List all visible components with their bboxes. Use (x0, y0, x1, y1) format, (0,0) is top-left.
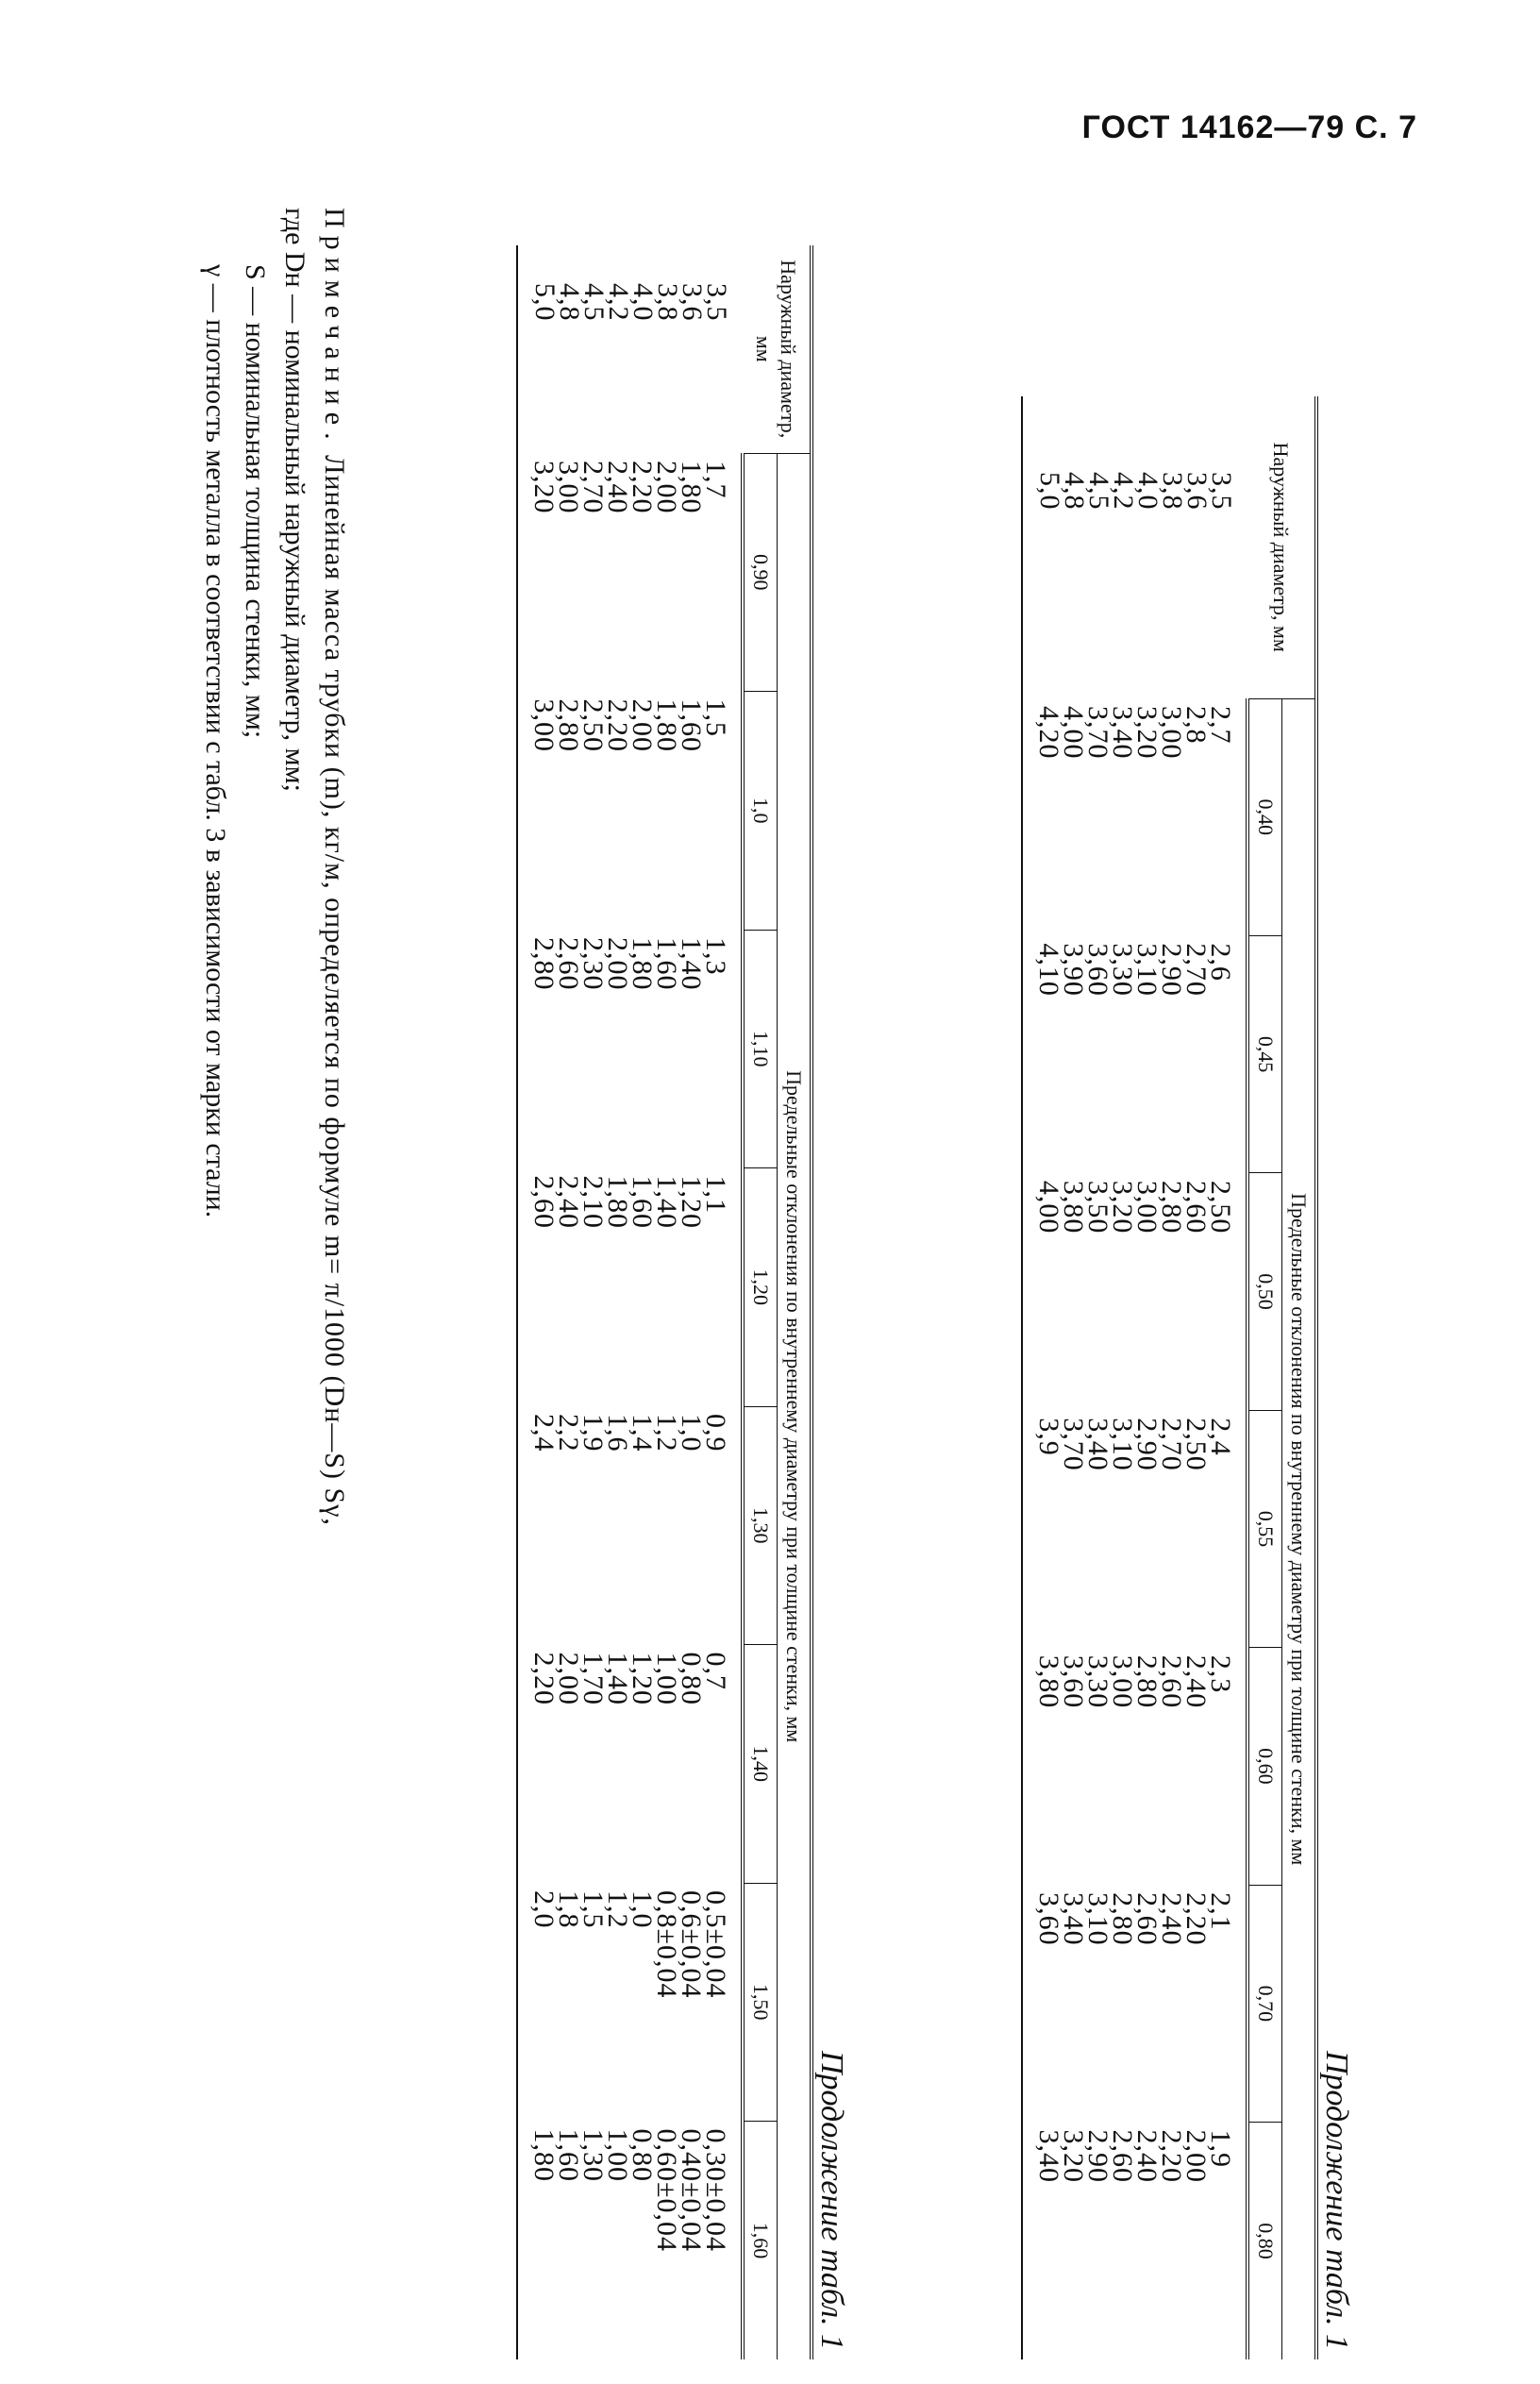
value-cell: 2,4 2,50 2,70 2,90 3,10 3,40 3,70 3,9 (1022, 1410, 1247, 1647)
table-1-continuation: Продолжение табл. 1 (1319, 2050, 1354, 2350)
group-header: Предельные отклонения по внутреннему диаметру при толщине стенки, мм (778, 453, 812, 2359)
note-block (195, 208, 354, 2359)
group-header: Предельные отклонения по внутреннему диаметру при толщине стенки, мм (1282, 698, 1317, 2359)
column-header: 0,40 (1247, 698, 1282, 935)
column-header: 1,0 (743, 692, 778, 931)
value-cell: 0,5±0,04 0,6±0,04 0,8±0,04 1,0 1,2 1,5 1,8 2,0 (517, 1883, 743, 2122)
table-2-block (516, 208, 849, 2359)
column-header: 0,55 (1247, 1410, 1282, 1647)
column-header: 0,80 (1247, 2123, 1282, 2359)
value-cell: 0,30±0,04 0,40±0,04 0,60±0,04 0,80 1,00 1,30 1,60 1,80 (517, 2122, 743, 2360)
column-header: 1,60 (743, 2122, 778, 2360)
rotated-content (127, 208, 1354, 2359)
value-cell: 0,9 1,0 1,2 1,4 1,6 1,9 2,2 2,4 (517, 1406, 743, 1645)
table-2 (516, 245, 813, 2359)
column-header: 0,60 (1247, 1648, 1282, 1885)
column-header: 0,45 (1247, 935, 1282, 1172)
note-line-2: S — номинальная толщина стенки, мм; (240, 264, 271, 739)
value-cell: 1,5 1,60 1,80 2,00 2,20 2,50 2,80 3,00 (517, 692, 743, 931)
note-text: Линейная масса трубки (m), кг/м, определяется по формуле m= π/1000 (Dн—S) Sγ, (319, 455, 350, 1526)
column-header: 1,20 (743, 1168, 778, 1407)
column-header: 0,90 (743, 453, 778, 692)
value-cell: 1,1 1,20 1,40 1,60 1,80 2,10 2,40 2,60 (517, 1168, 743, 1407)
note-line-1: где Dн — номинальный наружный диаметр, мм; (279, 208, 310, 792)
table-row (517, 245, 743, 2359)
table-1-block (1021, 208, 1354, 2359)
column-header: 1,10 (743, 930, 778, 1168)
value-cell: 1,7 1,80 2,00 2,20 2,40 2,70 3,00 3,20 (517, 453, 743, 692)
note-label: Примечание. (319, 208, 350, 447)
note-main (314, 208, 354, 2359)
value-cell: 2,7 2,8 3,00 3,20 3,40 3,70 4,00 4,20 (1022, 698, 1247, 935)
value-cell: 2,3 2,40 2,60 2,80 3,00 3,30 3,60 3,80 (1022, 1648, 1247, 1885)
page-header: ГОСТ 14162—79 С. 7 (1081, 109, 1417, 145)
table-2-continuation: Продолжение табл. 1 (814, 2050, 849, 2350)
value-cell: 1,3 1,40 1,60 1,80 2,00 2,30 2,60 2,80 (517, 930, 743, 1168)
column-header: 1,40 (743, 1645, 778, 1884)
note-line-3: γ — плотность металла в соответствии с табл. 3 в зависимости от марки стали. (200, 264, 231, 1218)
table-row (1022, 396, 1247, 2359)
diameter-cell: 3,5 3,6 3,8 4,0 4,2 4,5 4,8 5,0 (1022, 396, 1247, 698)
diameter-header: Наружный диаметр, мм (743, 245, 812, 453)
value-cell: 2,6 2,70 2,90 3,10 3,30 3,60 3,90 4,10 (1022, 935, 1247, 1172)
column-header: 0,50 (1247, 1173, 1282, 1410)
column-header: 1,30 (743, 1406, 778, 1645)
value-cell: 0,7 0,80 1,00 1,20 1,40 1,70 2,00 2,20 (517, 1645, 743, 1884)
diameter-cell: 3,5 3,6 3,8 4,0 4,2 4,5 4,8 5,0 (517, 245, 743, 453)
value-cell: 1,9 2,00 2,20 2,40 2,60 2,90 3,20 3,40 (1022, 2123, 1247, 2359)
column-header: 1,50 (743, 1883, 778, 2122)
value-cell: 2,50 2,60 2,80 3,00 3,20 3,50 3,80 4,00 (1022, 1173, 1247, 1410)
table-1 (1021, 396, 1318, 2359)
column-header: 0,70 (1247, 1885, 1282, 2122)
value-cell: 2,1 2,20 2,40 2,60 2,80 3,10 3,40 3,60 (1022, 1885, 1247, 2122)
diameter-header: Наружный диаметр, мм (1247, 396, 1316, 698)
